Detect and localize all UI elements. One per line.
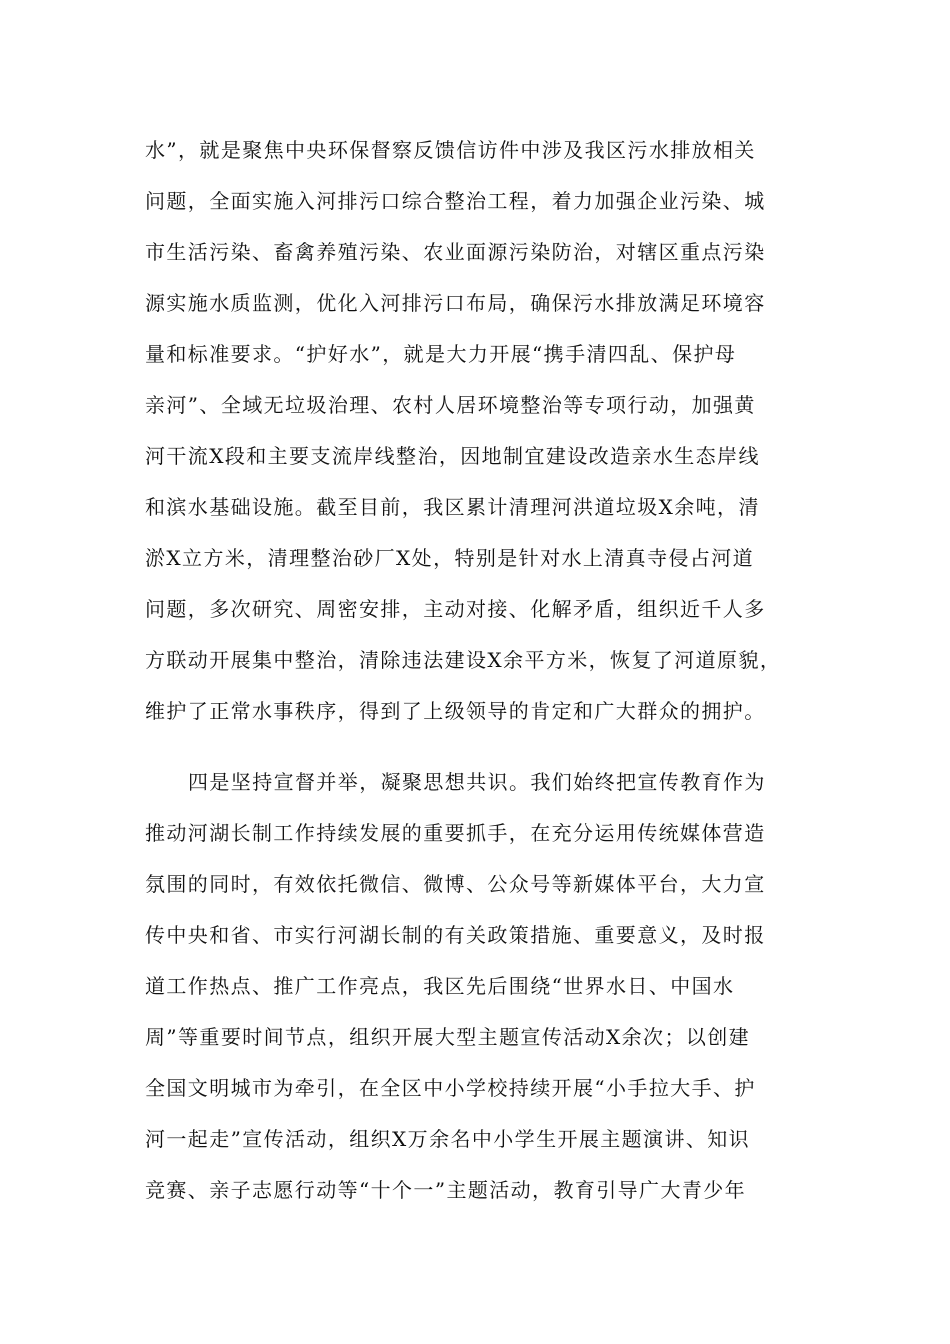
paragraph-line: 淤X立方米，清理整治砂厂X处，特别是针对水上清真寺侵占河道: [145, 546, 755, 570]
paragraph-line: 传中央和省、市实行河湖长制的有关政策措施、重要意义，及时报: [145, 923, 766, 947]
paragraph-line: 河干流X段和主要支流岸线整治，因地制宜建设改造亲水生态岸线: [145, 444, 760, 468]
paragraph-line: 周”等重要时间节点，组织开展大型主题宣传活动X余次；以创建: [145, 1025, 751, 1049]
paragraph-line: 水”，就是聚焦中央环保督察反馈信访件中涉及我区污水排放相关: [145, 138, 756, 162]
paragraph-line: 全国文明城市为牵引，在全区中小学校持续开展“小手拉大手、护: [145, 1076, 756, 1100]
paragraph-line: 推动河湖长制工作持续发展的重要抓手，在充分运用传统媒体营造: [145, 821, 766, 845]
paragraph-line: 方联动开展集中整治，清除违法建设X余平方米，恢复了河道原貌，: [145, 648, 782, 672]
paragraph-line: 量和标准要求。“护好水”，就是大力开展“携手清四乱、保护母: [145, 342, 737, 366]
paragraph-line: 竞赛、亲子志愿行动等“十个一”主题活动，教育引导广大青少年: [145, 1178, 747, 1202]
paragraph-line: 道工作热点、推广工作亮点，我区先后围绕“世界水日、中国水: [145, 974, 735, 998]
paragraph-line: 亲河”、全域无垃圾治理、农村人居环境整治等专项行动，加强黄: [145, 393, 756, 417]
paragraph-line: 问题，多次研究、周密安排，主动对接、化解矛盾，组织近千人多: [145, 597, 766, 621]
paragraph-line: 市生活污染、畜禽养殖污染、农业面源污染防治，对辖区重点污染: [145, 240, 766, 264]
paragraph-line: 源实施水质监测，优化入河排污口布局，确保污水排放满足环境容: [145, 291, 766, 315]
paragraph-line: 维护了正常水事秩序，得到了上级领导的肯定和广大群众的拥护。: [145, 699, 766, 723]
paragraph-line: 四是坚持宣督并举，凝聚思想共识。我们始终把宣传教育作为: [188, 770, 766, 794]
paragraph-line: 问题，全面实施入河排污口综合整治工程，着力加强企业污染、城: [145, 189, 766, 213]
paragraph-line: 河一起走”宣传活动，组织X万余名中小学生开展主题演讲、知识: [145, 1127, 751, 1151]
paragraph-line: 氛围的同时，有效依托微信、微博、公众号等新媒体平台，大力宣: [145, 872, 766, 896]
paragraph-line: 和滨水基础设施。截至目前，我区累计清理河洪道垃圾X余吨，清: [145, 495, 760, 519]
